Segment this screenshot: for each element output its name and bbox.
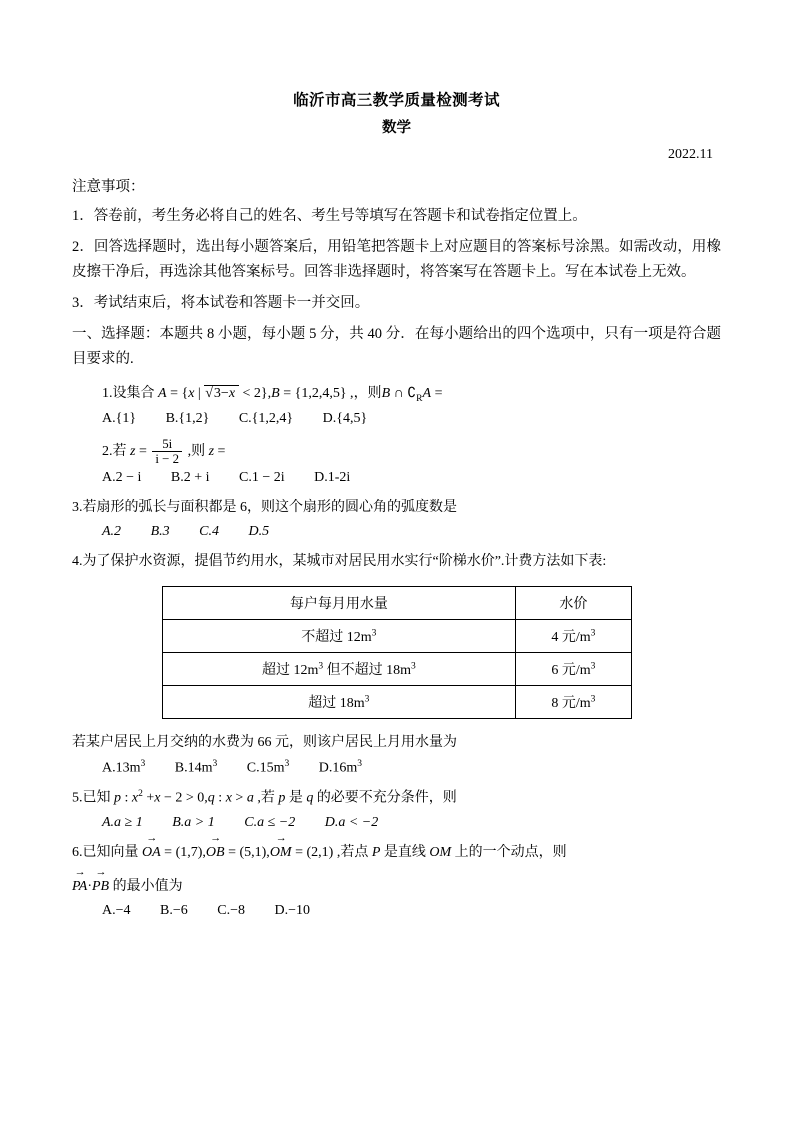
notice-heading: 注意事项： [72, 179, 145, 195]
table-cell-price-1: 4 元$/m^3$ [516, 620, 631, 653]
question-6-options [102, 903, 721, 919]
option-1-b[interactable]: B.{1,2} [165, 410, 210, 426]
question-1-stem-suffix: ，则 [353, 385, 382, 401]
option-6-a[interactable]: A.−4 [102, 902, 131, 918]
question-6-cont: → PA·→ PB 的最小值为 [72, 875, 721, 899]
option-6-d[interactable]: D.−10 [274, 902, 310, 918]
option-5-b[interactable]: B.a > 1 [172, 814, 215, 830]
table-cell-usage-3: 超过 $18m^3$ [162, 686, 516, 719]
table-cell-price-2: 6 元$/m^3$ [516, 653, 631, 686]
subject-title: 数学 [382, 120, 411, 136]
notice-item-1: 1．答卷前，考生务必将自己的姓名、考生号等填写在答题卡和试卷指定位置上。 [72, 208, 587, 224]
option-5-d[interactable]: D.a < −2 [324, 814, 379, 830]
water-price-table [162, 586, 632, 719]
question-1: 1.设集合 A = {x | √3−x < 2},B = {1,2,4,5} ,，则B ∩ $∁_RA$ = [102, 385, 443, 404]
question-4-options [102, 759, 721, 777]
question-6-number: 6. [72, 844, 83, 860]
question-5-options [102, 815, 721, 831]
question-4-stem: 为了保护水资源，提倡节约用水，某城市对居民用水实行“阶梯水价”.计费方法如下表: [82, 554, 607, 570]
question-1-number: 1. [102, 385, 113, 401]
table-cell-price-3: 8 元$/m^3$ [516, 686, 631, 719]
question-3-options [102, 524, 721, 540]
table-cell-usage-2: 超过 $12m^3$ 但不超过 $18m^3$ [162, 653, 516, 686]
option-4-c[interactable]: $C.15m^3$ [246, 758, 290, 776]
question-3-stem: 若扇形的弧长与面积都是 6，则这个扇形的圆心角的弧度数是 [82, 500, 457, 516]
option-1-c[interactable]: C.{1,2,4} [238, 410, 294, 426]
table-row [162, 653, 631, 686]
option-4-b[interactable]: $B.14m^3$ [174, 758, 218, 776]
question-4 [72, 550, 721, 574]
table-header-row [162, 587, 631, 620]
option-3-a[interactable]: A.2 [102, 524, 122, 540]
section-one-heading: 一、选择题：本题共 8 小题，每小题 5 分，共 40 分．在每小题给出的四个选项中，只有一项是符合题目要求的. [72, 325, 721, 367]
option-2-d[interactable]: D.1-2i [314, 470, 351, 486]
notice-item-3: 3．考试结束后，将本试卷和答题卡一并交回。 [72, 294, 370, 311]
question-1-options [102, 411, 721, 427]
option-1-a[interactable]: A.{1} [102, 410, 137, 426]
option-1-d[interactable]: D.{4,5} [322, 410, 368, 426]
question-4-number: 4. [72, 554, 83, 570]
option-2-c[interactable]: C.1 − 2i [239, 470, 285, 486]
question-3 [72, 496, 721, 520]
question-5-number: 5. [72, 791, 83, 807]
question-5: 5.已知 p : $x^2 +x - 2 > 0,q$ : x > a ,若 p 是 q 的必要不充分条件，则 [72, 789, 457, 807]
option-3-b[interactable]: B.3 [150, 524, 170, 540]
table-header-usage: 每户每月用水量 [162, 587, 516, 620]
notice-item-2: 2．回答选择题时，选出每小题答案后，用铅笔把答题卡上对应题目的答案标号涂黑。如需改动，用橡皮擦干净后，再选涂其他答案标号。回答非选择题时，将答案写在答题卡上。写在本试卷上无效。 [72, 238, 721, 280]
question-2: 2.若 z = $\frac{5i}{i - 2}$ ,则 z = [102, 436, 226, 466]
option-4-d[interactable]: $D.16m^3$ [318, 758, 363, 776]
question-2-options [102, 470, 721, 486]
option-3-c[interactable]: C.4 [199, 524, 219, 540]
question-3-number: 3. [72, 500, 83, 516]
table-cell-usage-1: 不超过 $12m^3$ [162, 620, 516, 653]
table-row [162, 620, 631, 653]
option-2-a[interactable]: A.2 − i [102, 470, 142, 486]
exam-date: 2022.11 [668, 147, 713, 162]
option-6-c[interactable]: C.−8 [217, 902, 245, 918]
option-2-b[interactable]: B.2 + i [170, 470, 210, 486]
question-2-number: 2. [102, 443, 113, 459]
option-4-a[interactable]: $A.13m^3$ [102, 758, 146, 776]
option-5-a[interactable]: A.a ≥ 1 [102, 814, 143, 830]
question-6: 6.已知向量 → OA = (1,7),→ OB = (5,1),→ OM = (2,1) ,若点 P 是直线 OM 上的一个动点，则 [72, 841, 721, 865]
page-title: 临沂市高三教学质量检测考试 [293, 92, 500, 109]
table-header-price: 水价 [516, 587, 631, 620]
option-5-c[interactable]: C.a ≤ −2 [244, 814, 296, 830]
option-6-b[interactable]: B.−6 [160, 902, 188, 918]
table-row [162, 686, 631, 719]
option-3-d[interactable]: D.5 [248, 524, 270, 540]
question-4-stem2: 若某户居民上月交纳的水费为 66 元，则该户居民上月用水量为 [72, 735, 457, 750]
question-1-stem-prefix: 设集合 [112, 385, 155, 401]
